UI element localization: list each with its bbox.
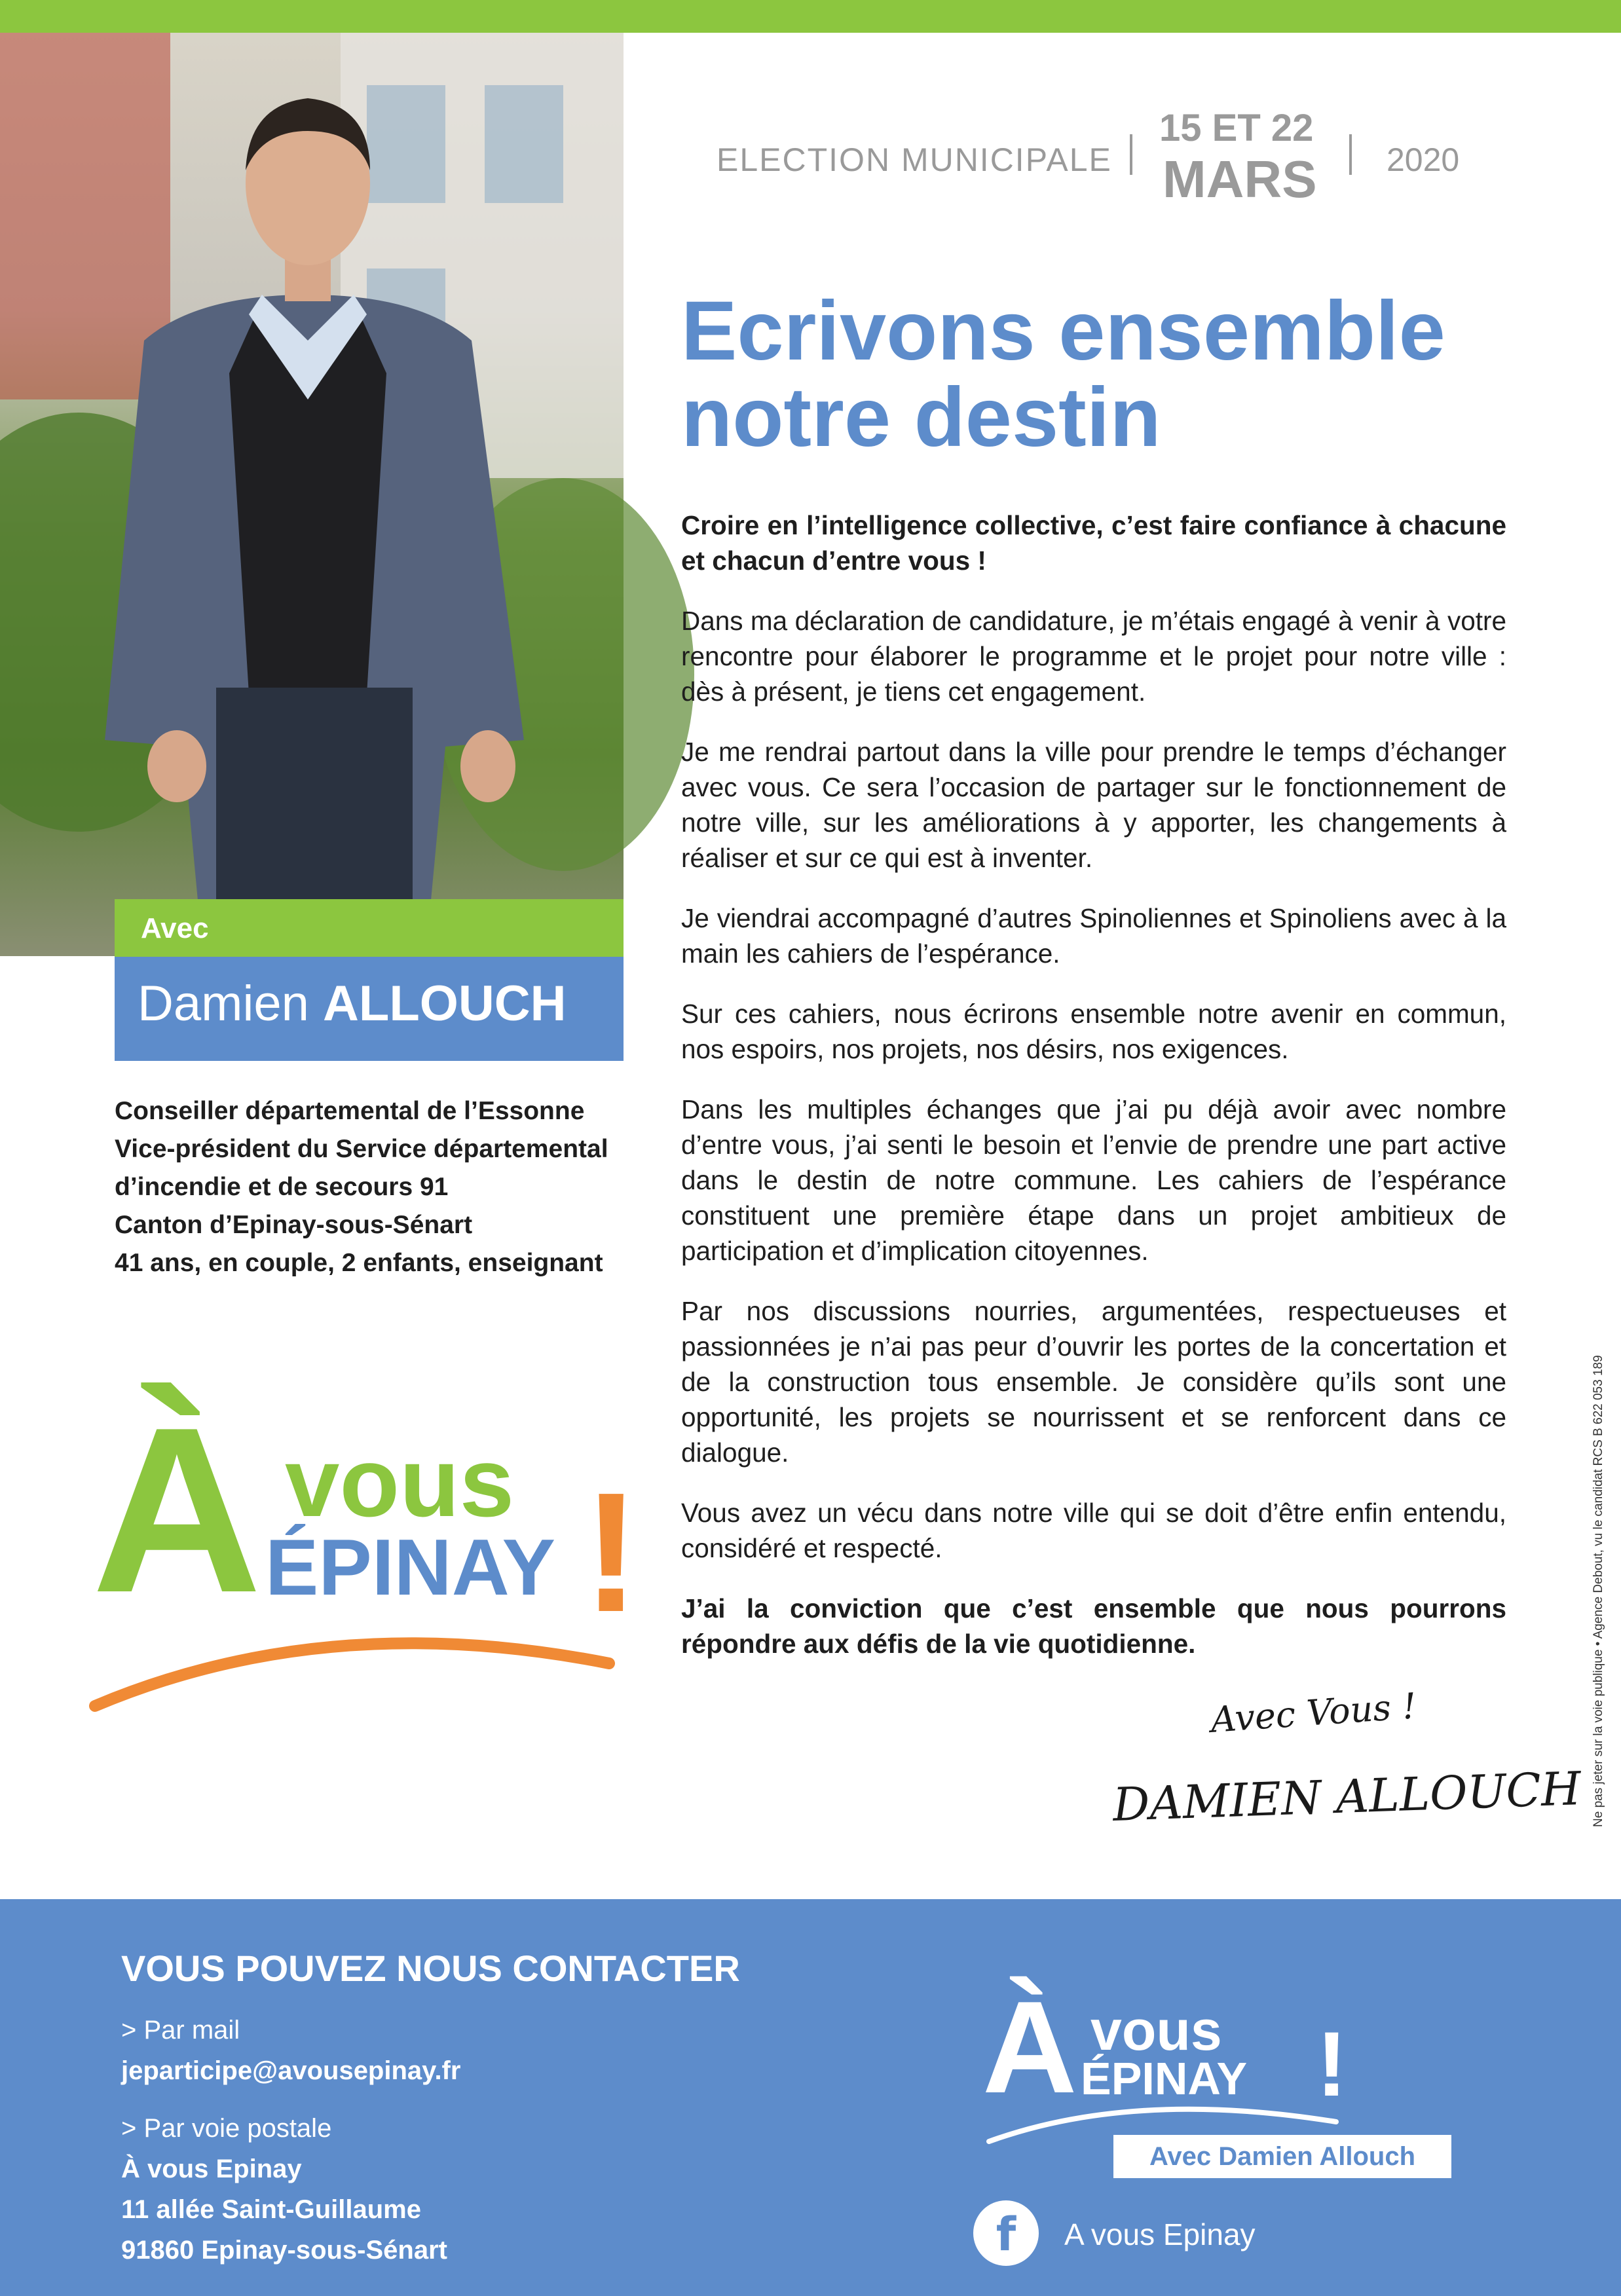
election-label: ELECTION MUNICIPALE: [717, 141, 1112, 178]
svg-text:Avec Vous !: Avec Vous !: [1209, 1685, 1418, 1741]
post-city: 91860 Epinay-sous-Sénart: [121, 2236, 447, 2265]
election-month: MARS: [1163, 150, 1317, 208]
post-label: > Par voie postale: [121, 2114, 332, 2143]
logo-epinay: ÉPINAY: [1081, 2053, 1248, 2104]
candidate-name: [138, 975, 567, 1032]
credential-line: Vice-président du Service départemental: [115, 1135, 608, 1163]
header-separator: [1349, 134, 1352, 175]
candidate-credentials: [115, 1092, 632, 1282]
legal-mention: Ne pas jeter sur la voie publique • Agence Debout, vu le candidat RCS B 622 053 189: [1592, 1355, 1605, 1827]
body-paragraph: Sur ces cahiers, nous écrirons ensemble notre avenir en commun, nos espoirs, nos projets, nos désirs, nos exigences.: [681, 999, 1506, 1064]
facebook-page-name[interactable]: A vous Epinay: [1064, 2217, 1256, 2251]
credential-line: d’incendie et de secours 91: [115, 1173, 449, 1201]
intro-paragraph: Croire en l’intelligence collective, c’est faire confiance à chacune et chacun d’entre vous !: [681, 510, 1506, 576]
logo-epinay: ÉPINAY: [265, 1523, 556, 1612]
mail-label: > Par mail: [121, 2016, 240, 2045]
facebook-icon: f: [996, 2208, 1016, 2261]
body-paragraph: Dans ma déclaration de candidature, je m’étais engagé à venir à votre rencontre pour élaborer le programme et le projet pour notre ville : dès à présent, je tiens cet engagement.: [681, 606, 1506, 707]
post-name: À vous Epinay: [121, 2155, 302, 2183]
facebook-link[interactable]: [973, 2200, 1039, 2266]
svg-text:DAMIEN ALLOUCH: DAMIEN ALLOUCH: [1111, 1762, 1582, 1832]
body-paragraph: Je me rendrai partout dans la ville pour prendre le temps d’échanger avec vous. Ce sera l’occasion de partager sur le fonctionnement de notre ville, sur les améliorations à y apporter, les changements à réaliser et sur ce qui est à inventer.: [681, 737, 1506, 873]
page-title: [681, 284, 1533, 464]
footer-campaign-logo: [969, 1958, 1362, 2155]
handwritten-signature: [1107, 1683, 1582, 1847]
election-dates: 15 ET 22: [1159, 107, 1314, 149]
logo-exclamation: !: [1316, 2012, 1347, 2115]
logo-swoosh: [95, 1643, 609, 1706]
body-paragraph: Vous avez un vécu dans notre ville qui se doit d’être enfin entendu, considéré et respecté.: [681, 1498, 1506, 1563]
title-line: notre destin: [681, 371, 1161, 464]
letter-body: [681, 508, 1506, 1686]
logo-a: À: [982, 1974, 1077, 2120]
candidate-first-name: Damien: [138, 976, 309, 1031]
contact-email[interactable]: jeparticipe@avousepinay.fr: [121, 2056, 461, 2085]
header-separator: [1130, 134, 1132, 175]
contact-title: VOUS POUVEZ NOUS CONTACTER: [121, 1948, 740, 1989]
post-street: 11 allée Saint-Guillaume: [121, 2195, 421, 2224]
logo-vous: vous: [285, 1427, 515, 1537]
election-year: 2020: [1387, 141, 1460, 178]
candidate-last-name: ALLOUCH: [323, 976, 567, 1031]
logo-a: À: [92, 1379, 262, 1642]
candidate-photo: [0, 33, 624, 956]
body-paragraph: Par nos discussions nourries, argumentées, respectueuses et passionnées je n’ai pas peur d’ouvrir les portes de la concertation et de la construction tous ensemble. Je considère qu’ils sont une opportunité, les projets se nourrissent et se renforcent dans ce dialogue.: [681, 1296, 1506, 1468]
body-paragraph: Je viendrai accompagné d’autres Spinoliennes et Spinoliens avec à la main les cahiers de l’espérance.: [681, 903, 1506, 969]
campaign-logo: [79, 1349, 642, 1716]
logo-vous: vous: [1090, 1999, 1222, 2062]
credential-line: 41 ans, en couple, 2 enfants, enseignant: [115, 1249, 603, 1277]
closing-paragraph: J’ai la conviction que c’est ensemble que nous pourrons répondre aux défis de la vie quotidienne.: [681, 1593, 1506, 1659]
campaign-badge: Avec Damien Allouch: [1113, 2135, 1451, 2178]
credential-line: Conseiller départemental de l’Essonne: [115, 1097, 585, 1125]
title-line: Ecrivons ensemble: [681, 284, 1445, 378]
logo-exclamation: !: [583, 1458, 640, 1648]
top-accent-bar: [0, 0, 1621, 33]
avec-label: Avec: [141, 912, 209, 944]
credential-line: Canton d’Epinay-sous-Sénart: [115, 1211, 473, 1239]
body-paragraph: Dans les multiples échanges que j’ai pu déjà avoir avec nombre d’entre vous, j’ai senti le besoin et l’envie de prendre une part active dans le destin de notre commune. Les cahiers de l’espérance constituent une première étape dans un projet ambitieux de participation et d’implication citoyennes.: [681, 1094, 1506, 1266]
